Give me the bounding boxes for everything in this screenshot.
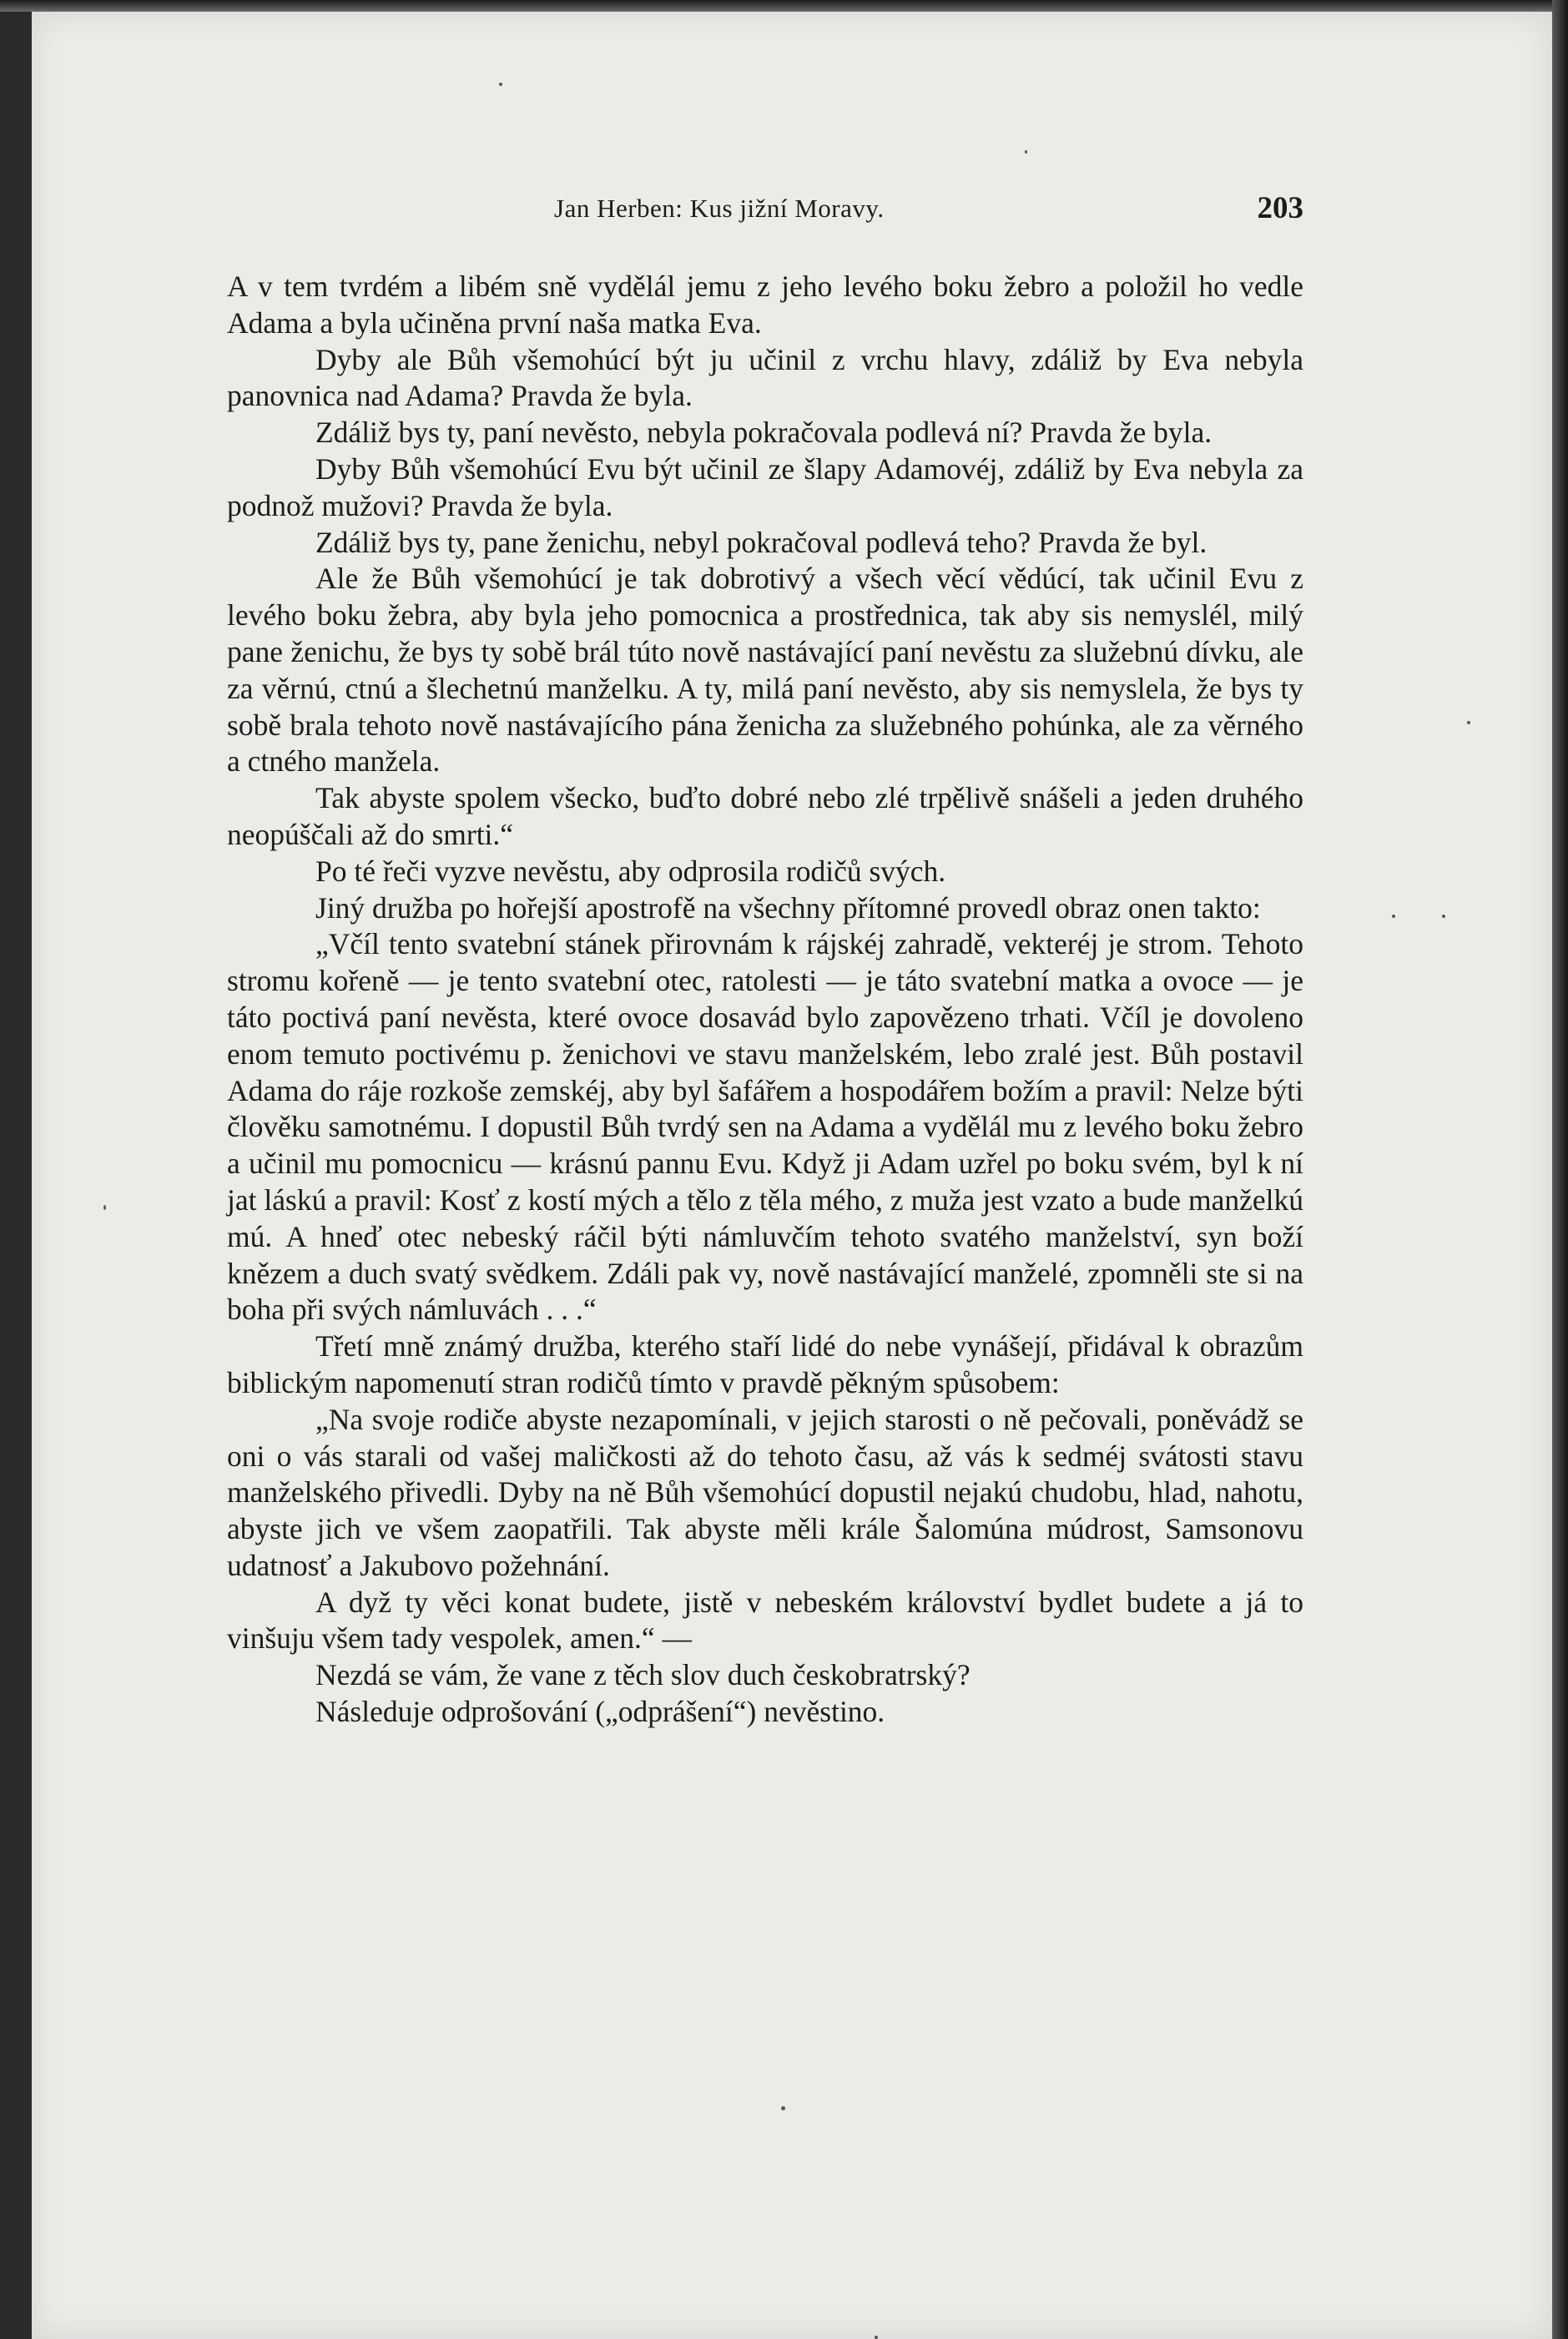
paragraph: Jiný družba po hořejší apostrofě na všechny přítomné provedl obraz onen takto: xyxy=(315,890,1261,925)
speck xyxy=(875,2336,878,2339)
paragraph: „Na svoje rodiče abyste nezapomínali, v jejich starosti o ně pečovali, poněvádž se oni o vás starali od vašej maličkosti až do tehoto času, až vás k sedméj svátosti stavu manželského přivedli. Dyby na ně Bůh všemohúcí dopustil nejakú chudobu, hlad, nahotu, abyste jich ve všem zaopatřili. Tak abyste měli krále Šalomúna múdrost, Samsonovu udatnosť a Jakubovo požehnání. xyxy=(227,1402,1303,1582)
body-text xyxy=(227,269,1303,1731)
paragraph: Zdáliž bys ty, paní nevěsto, nebyla pokračovala podlevá ní? Pravda že byla. xyxy=(315,416,1213,450)
page-number: 203 xyxy=(1257,191,1303,225)
speck xyxy=(1467,721,1470,724)
speck xyxy=(1025,150,1027,154)
paragraph: Následuje odprošování („odprášení“) nevěstino. xyxy=(315,1695,885,1729)
paragraph: A v tem tvrdém a libém sně vydělál jemu z jeho levého boku žebro a položil ho vedle Adama a byla učiněna první naša matka Eva. xyxy=(227,270,1303,340)
paragraph: Třetí mně známý družba, kterého staří lidé do nebe vynášejí, přidával k obrazům biblickým napomenutí stran rodičů tímto v pravdě pěkným spůsobem: xyxy=(227,1329,1303,1399)
running-head: Jan Herben: Kus jižní Moravy. xyxy=(554,194,885,223)
speck xyxy=(103,1205,106,1210)
book-page xyxy=(227,185,1303,1729)
paragraph: Dyby Bůh všemohúcí Evu být učinil ze šlapy Adamovéj, zdáliž by Eva nebyla za podnož mužovi? Pravda že byla. xyxy=(227,451,1303,522)
paragraph: Po té řeči vyzve nevěstu, aby odprosila rodičů svých. xyxy=(315,854,946,888)
paragraph: Tak abyste spolem všecko, buďto dobré nebo zlé trpělivě snášeli a jeden druhého neopúščali až do smrti.“ xyxy=(227,781,1303,851)
paragraph: Dyby ale Bůh všemohúcí být ju učinil z vrchu hlavy, zdáliž by Eva nebyla panovnica nad Adama? Pravda že byla. xyxy=(227,342,1303,413)
paragraph: Nezdá se vám, že vane z těch slov duch českobratrský? xyxy=(315,1658,971,1692)
speck xyxy=(1392,915,1395,918)
scan-right-edge xyxy=(1552,0,1568,2339)
paragraph: A dyž ty věci konat budete, jistě v nebeském království bydlet budete a já to vinšuju všem tady vespolek, amen.“ — xyxy=(227,1585,1303,1656)
paragraph: Zdáliž bys ty, pane ženichu, nebyl pokračoval podlevá teho? Pravda že byl. xyxy=(315,525,1208,559)
speck xyxy=(1442,915,1445,918)
page-header xyxy=(227,185,1303,244)
paragraph: „Včíl tento svatební stánek přirovnám k rájskéj zahradě, vekteréj je strom. Tehoto stromu kořeně — je tento svatební otec, ratolesti — je táto svatební matka a ovoce — je táto poctivá paní nevěsta, které ovoce dosavád bylo zapovězeno trhati. Včíl je dovoleno enom temuto poctivému p. ženichovi ve stavu manželském, lebo zralé jest. Bůh postavil Adama do ráje rozkoše zemskéj, aby byl šafářem a hospodářem božím a pravil: Nelze býti člověku samotnému. I dopustil Bůh tvrdý sen na Adama a vydělál mu z levého boku žebro a učinil mu pomocnicu — krásnú pannu Evu. Když ji Adam uzřel po boku svém, byl k ní jat láskú a pravil: Kosť z kostí mých a tělo z těla mého, z muža jest vzato a bude manželkú mú. A hneď otec nebeský ráčil býti námluvčím tehoto svatého manželství, syn boží knězem a duch svatý svědkem. Zdáli pak vy, nově nastávající manželé, zpomněli ste si na boha při svých námluvách . . .“ xyxy=(227,927,1303,1327)
scan-top-edge xyxy=(0,0,1568,12)
speck xyxy=(781,2106,785,2110)
paragraph: Ale že Bůh všemohúcí je tak dobrotivý a všech věcí vědúcí, tak učinil Evu z levého boku žebra, aby byla jeho pomocnica a prostřednica, tak aby sis nemyslél, milý pane ženichu, že bys ty sobě brál túto nově nastávající paní nevěstu za služebnú dívku, ale za věrnú, ctnú a šlechetnú manželku. A ty, milá paní nevěsto, aby sis nemyslela, že bys ty sobě brala tehoto nově nastávajícího pána ženicha za služebného pohúnka, ale za věrného a ctného manžela. xyxy=(227,562,1303,779)
speck xyxy=(499,83,502,86)
